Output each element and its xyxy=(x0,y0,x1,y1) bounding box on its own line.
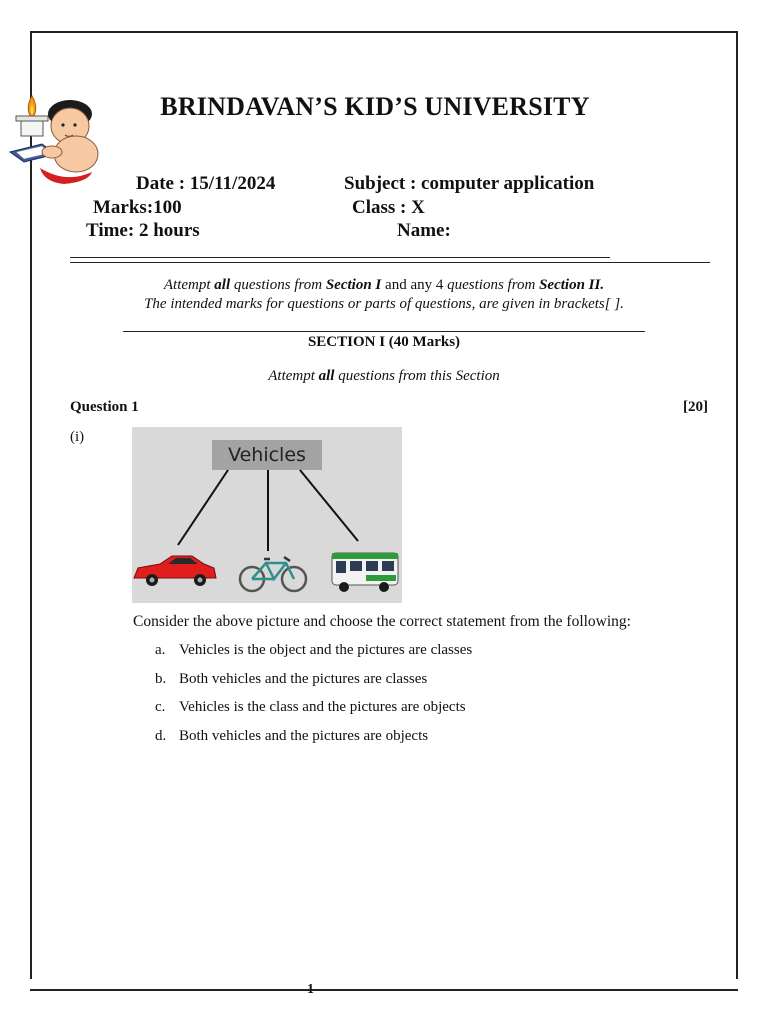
exam-marks: Marks:100 xyxy=(93,197,182,218)
bicycle-icon xyxy=(238,551,310,595)
option-text: Vehicles is the object and the pictures are classes xyxy=(179,642,473,658)
red-car-icon xyxy=(132,552,218,590)
question-stem: Consider the above picture and choose the correct statement from the following: xyxy=(133,613,631,630)
option-c xyxy=(155,699,466,716)
instruction-line-1: Attempt all questions from Section I and any 4 questions from Section II. xyxy=(163,277,605,293)
page-border-bottom xyxy=(30,989,738,991)
vehicles-diagram xyxy=(132,427,402,603)
page-border-right xyxy=(736,31,738,979)
option-d xyxy=(155,728,428,745)
option-text: Vehicles is the class and the pictures are objects xyxy=(179,699,466,715)
question-marks: [20] xyxy=(683,399,708,415)
instruction-line-2: The intended marks for questions or parts of questions, are given in brackets[ ]. xyxy=(144,296,624,312)
option-label: b. xyxy=(155,671,167,687)
section-title: SECTION I (40 Marks) xyxy=(307,334,461,350)
header-divider-1 xyxy=(70,257,610,258)
page-number: 1 xyxy=(307,982,314,997)
student-name-label: Name: xyxy=(397,220,451,241)
exam-class: Class : X xyxy=(352,197,425,218)
section-instruction: Attempt all questions from this Section xyxy=(268,368,500,384)
option-a xyxy=(155,642,472,659)
exam-date: Date : 15/11/2024 xyxy=(136,173,276,194)
exam-subject: Subject : computer application xyxy=(344,173,595,194)
header-divider-2 xyxy=(70,262,710,263)
school-name: BRINDAVAN’S KID’S UNIVERSITY xyxy=(160,92,590,121)
question-part: (i) xyxy=(70,429,85,445)
option-label: d. xyxy=(155,728,167,744)
bus-icon xyxy=(330,547,400,595)
option-b xyxy=(155,671,427,688)
option-text: Both vehicles and the pictures are objects xyxy=(179,728,429,744)
page-border-top xyxy=(30,31,738,33)
question-label: Question 1 xyxy=(70,399,139,415)
instruction-divider xyxy=(123,331,645,332)
option-text: Both vehicles and the pictures are classes xyxy=(179,671,428,687)
vehicles-label: Vehicles xyxy=(212,440,322,470)
option-label: c. xyxy=(155,699,166,715)
exam-time: Time: 2 hours xyxy=(86,220,200,241)
option-label: a. xyxy=(155,642,166,658)
